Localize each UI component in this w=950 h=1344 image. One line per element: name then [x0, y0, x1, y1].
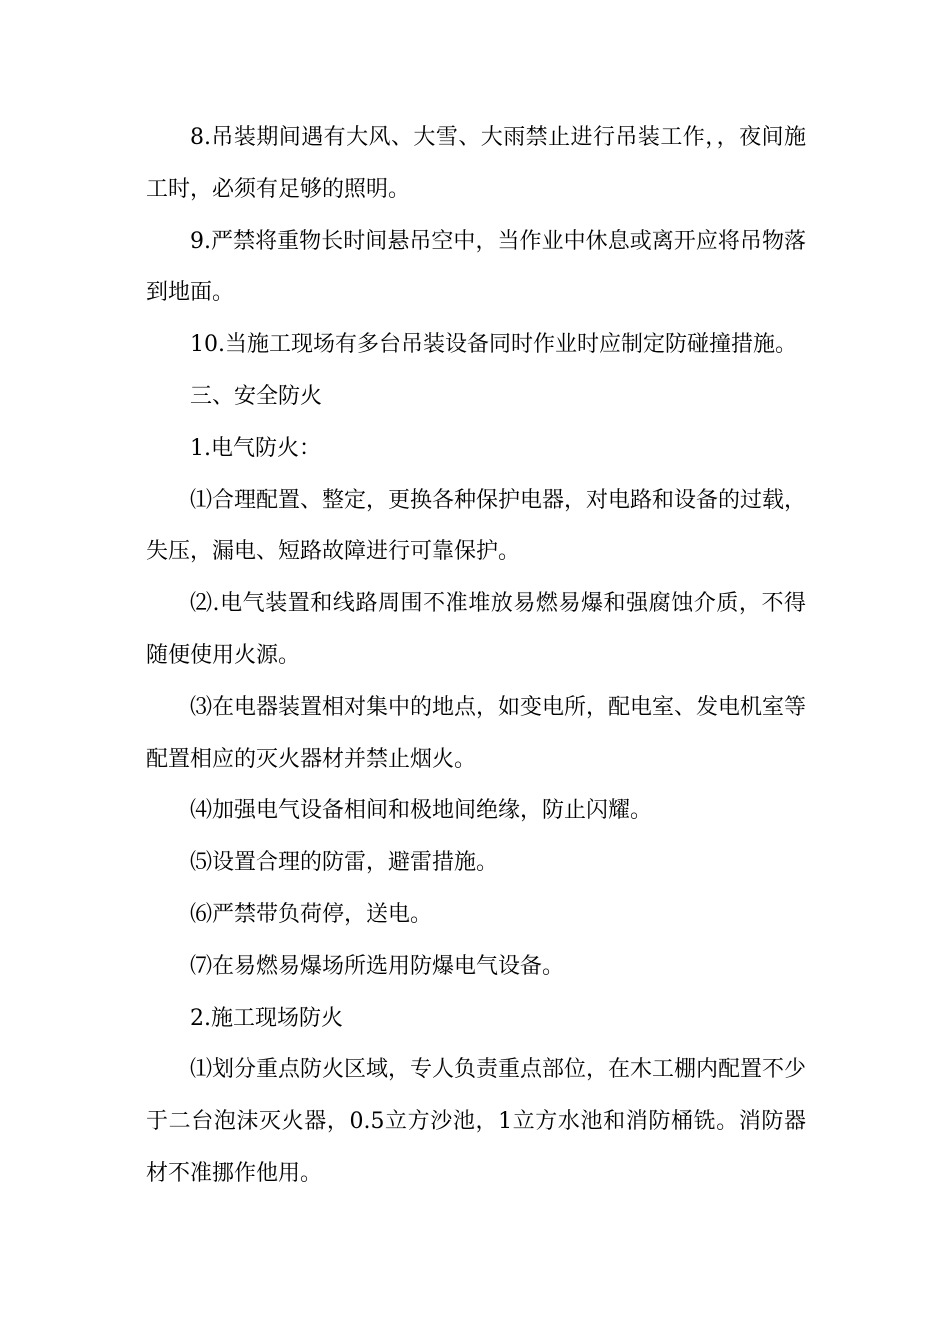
paragraph-explosion-proof: ⑺在易燃易爆场所选用防爆电气设备。 [190, 953, 565, 979]
section-heading-fire-safety: 三、安全防火 [190, 383, 323, 409]
subheading-site-fire: 2.施工现场防火 [190, 1005, 343, 1031]
document-body [146, 112, 806, 1200]
paragraph-no-flammables: ⑵.电气装置和线路周围不准堆放易燃易爆和强腐蚀介质，不得随便使用火源。 [146, 591, 806, 668]
paragraph-suspended-load: 9.严禁将重物长时间悬吊空中，当作业中休息或离开应将吊物落到地面。 [146, 228, 806, 306]
paragraph-lifting-weather: 8.吊装期间遇有大风、大雪、大雨禁止进行吊装工作，，夜间施工时，必须有足够的照明。 [146, 125, 806, 202]
paragraph-anti-collision: 10.当施工现场有多台吊装设备同时作业时应制定防碰撞措施。 [190, 332, 797, 358]
paragraph-lightning-protection: ⑸设置合理的防雷，避雷措施。 [190, 850, 499, 876]
subheading-electrical-fire: 1.电气防火： [190, 435, 321, 461]
paragraph-protective-devices: ⑴合理配置、整定，更换各种保护电器，对电路和设备的过载，失压，漏电、短路故障进行可靠保护。 [146, 487, 807, 565]
paragraph-insulation: ⑷加强电气设备相间和极地间绝缘，防止闪耀。 [190, 798, 653, 824]
paragraph-fire-equipment: ⑶在电器装置相对集中的地点，如变电所，配电室、发电机室等配置相应的灭火器材并禁止烟火。 [146, 694, 807, 772]
paragraph-fire-zones: ⑴划分重点防火区域，专人负责重点部位，在木工棚内配置不少于二台泡沫灭火器，0.5立方沙池，1立方水池和消防桶铣。消防器材不准挪作他用。 [146, 1057, 807, 1186]
paragraph-no-load-switching: ⑹严禁带负荷停，送电。 [190, 901, 433, 927]
